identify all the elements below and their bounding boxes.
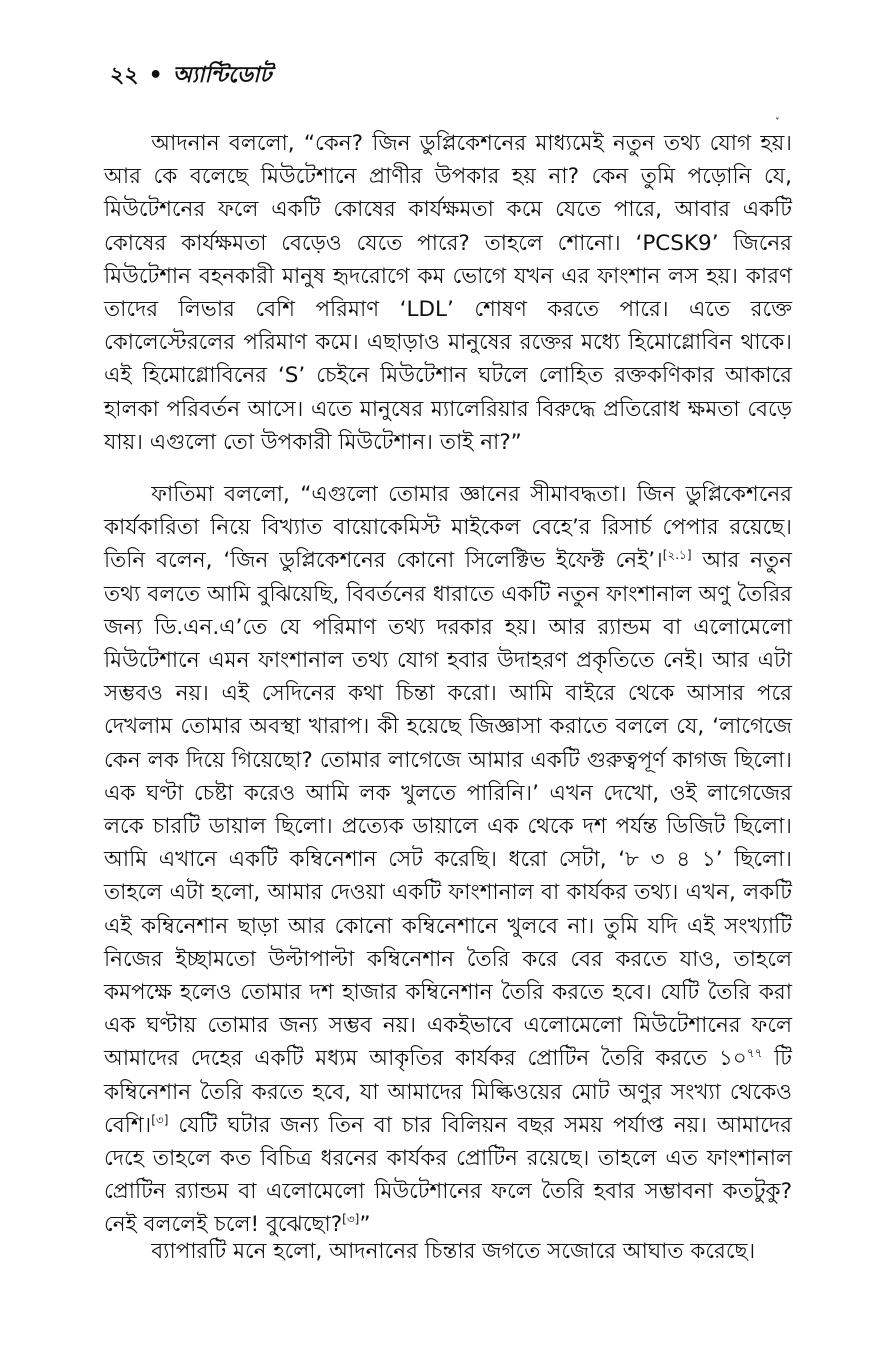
paragraph-1: আদনান বললো, “কেন? জিন ডুপ্লিকেশনের মাধ্যমেই নতুন তথ্য যোগ হয়। আর কে বলেছে মিউটেশানে প্রাণীর উপকার হয় না? কেন তুমি পড়োনি যে, মিউটেশনের ফলে একটি কোষের কার্যক্ষমতা কমে যেতে পারে, আবার একটি কোষের কার্যক্ষমতা বেড়েও যেতে পারে? তাহলে শোনো। ‘PCSK9’ জিনের মিউটেশান বহনকারী মানুষ হৃদরোগে কম ভোগে যখন এর ফাংশান লস হয়। কারণ তাদের লিভার বেশি পরিমাণ ‘LDL’ শোষণ করতে পারে। এতে রক্তে কোলেস্টেরলের পরিমাণ কমে। এছাড়াও মানুষের রক্তের মধ্যে হিমোগ্লোবিন থাকে। এই হিমোগ্লোবিনের ‘S’ চেইনে মিউটেশান ঘটলে লোহিত রক্তকণিকার আকারে হালকা পরিবর্তন আসে। এতে মানুষের ম্যালেরিয়ার বিরুদ্ধে প্রতিরোধ ক্ষমতা বেড়ে যায়। এগুলো তো উপকারী মিউটেশান। তাই না?” xyxy=(104,131,792,455)
paragraph-3: ব্যাপারটি মনে হলো, আদনানের চিন্তার জগতে সজোরে আঘাত করেছে। xyxy=(151,1239,756,1264)
paragraph-2 xyxy=(104,478,792,1242)
book-title: অ্যান্টিডোট xyxy=(172,63,272,88)
paragraph-2-part-a: ফাতিমা বললো, “এগুলো তোমার জ্ঞানের সীমাবদ্ধতা। জিন ডুপ্লিকেশনের কার্যকারিতা নিয়ে বিখ্যাত বায়োকেমিস্ট মাইকেল বেহে’র রিসার্চ পেপার রয়েছে। তিনি বলেন, ‘জিন ডুপ্লিকেশনের কোনো সিলেক্টিভ ইফেক্ট নেই’। xyxy=(104,482,792,574)
page-number: ২২ xyxy=(110,63,139,88)
citation-2-1: [২.১] xyxy=(662,548,692,563)
margin-mark: ˯ xyxy=(775,105,780,121)
citation-3-b: [৩] xyxy=(342,1212,360,1227)
exponent: ৭৭ xyxy=(746,1046,763,1061)
page-header xyxy=(110,58,272,95)
header-separator: • xyxy=(148,63,163,88)
paragraph-2-part-d: যেটি ঘটার জন্য তিন বা চার বিলিয়ন বছর সময় পর্যাপ্ত নয়। আমাদের দেহে তাহলে কত বিচিত্র ধরনের কার্যকর প্রোটিন রয়েছে। তাহলে এত ফাংশানাল প্রোটিন র‍্যান্ডম বা এলোমেলো মিউটেশানের ফলে তৈরি হবার সম্ভাবনা কতটুকু? নেই বললেই চলে! বুঝেছো? xyxy=(104,1112,792,1238)
paragraph-2-part-b: আর নতুন তথ্য বলতে আমি বুঝিয়েছি, বিবর্তনের ধারাতে একটি নতুন ফাংশানাল অণু তৈরির জন্য ডি.এন.এ’তে যে পরিমাণ তথ্য দরকার হয়। আর র‍্যান্ডম বা এলোমেলো মিউটেশানে এমন ফাংশানাল তথ্য যোগ হবার উদাহরণ প্রকৃতিতে নেই। আর এটা সম্ভবও নয়। এই সেদিনের কথা চিন্তা করো। আমি বাইরে থেকে আসার পরে দেখলাম তোমার অবস্থা খারাপ। কী হয়েছে জিজ্ঞাসা করাতে বললে যে, ‘লাগেজে কেন লক দিয়ে গিয়েছো? তোমার লাগেজে আমার একটি গুরুত্বপূর্ণ কাগজ ছিলো। এক ঘণ্টা চেষ্টা করেও আমি লক খুলতে পারিনি।’ এখন দেখো, ওই লাগেজের লকে চারটি ডায়াল ছিলো। প্রত্যেক ডায়ালে এক থেকে দশ পর্যন্ত ডিজিট ছিলো। আমি এখানে একটি কম্বিনেশান সেট করেছি। ধরো সেটা, ‘৮ ৩ ৪ ১’ ছিলো। তাহলে এটা হলো, আমার দেওয়া একটি ফাংশানাল বা কার্যকর তথ্য। এখন, লকটি এই কম্বিনেশান ছাড়া আর কোনো কম্বিনেশানে খুলবে না। তুমি যদি এই সংখ্যাটি নিজের ইচ্ছামতো উল্টাপাল্টা কম্বিনেশান তৈরি করে বের করতে যাও, তাহলে কমপক্ষে হলেও তোমার দশ হাজার কম্বিনেশান তৈরি করতে হবে। যেটি তৈরি করা এক ঘণ্টায় তোমার জন্য সম্ভব নয়। একইভাবে এলোমেলো মিউটেশানের ফলে আমাদের দেহের একটি মধ্যম আকৃতির কার্যকর প্রোটিন তৈরি করতে ১০ xyxy=(104,548,792,1072)
closing-quote: ” xyxy=(359,1212,371,1238)
paragraph-2-part-c: টি কম্বিনেশান তৈরি করতে হবে, যা আমাদের মিল্কিওয়ের মোট অণুর সংখ্যা থেকেও বেশি। xyxy=(104,1046,793,1138)
citation-3-a: [৩] xyxy=(151,1112,169,1127)
